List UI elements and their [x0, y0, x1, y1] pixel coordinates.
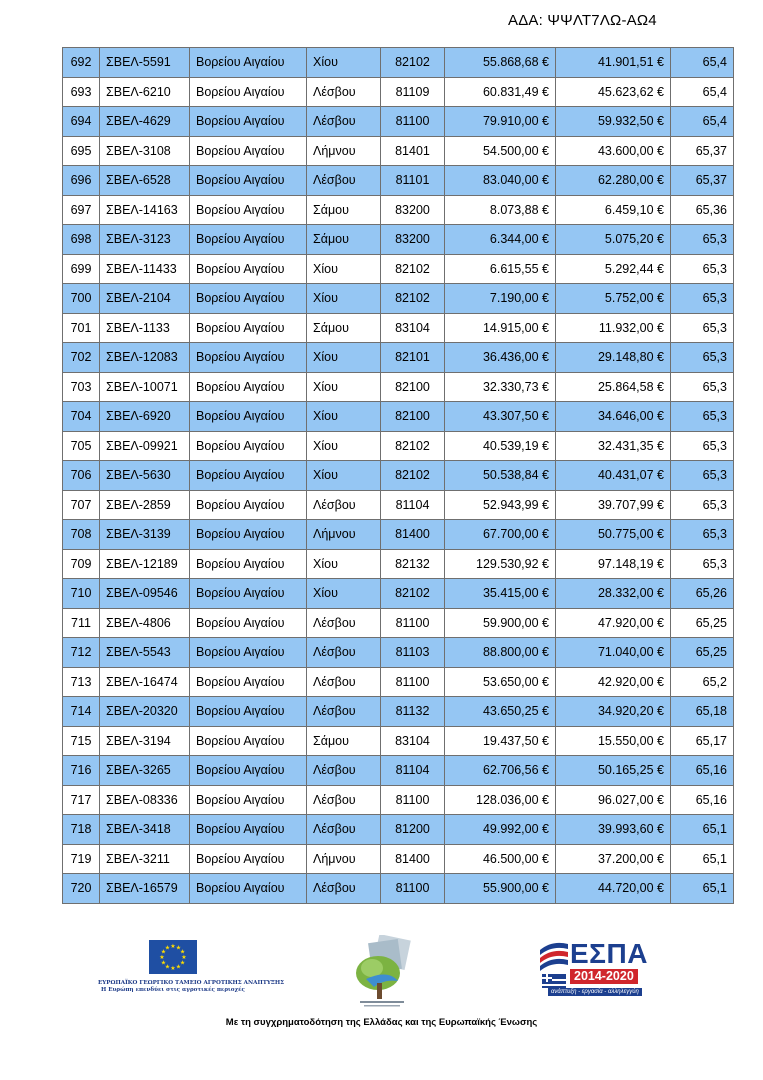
beneficiaries-table — [62, 47, 734, 904]
score-cell: 65,3 — [671, 520, 734, 550]
region-cell: Βορείου Αιγαίου — [190, 726, 307, 756]
application-code-cell: ΣΒΕΛ-3194 — [100, 726, 190, 756]
public-expenditure-cell: 96.027,00 € — [556, 785, 671, 815]
postal-code-cell: 81100 — [381, 608, 445, 638]
eu-star-icon: ★ — [181, 955, 187, 961]
public-expenditure-cell: 44.720,00 € — [556, 874, 671, 904]
row-number-cell: 718 — [63, 815, 100, 845]
score-cell: 65,3 — [671, 254, 734, 284]
budget-amount-cell: 6.344,00 € — [445, 225, 556, 255]
budget-amount-cell: 40.539,19 € — [445, 431, 556, 461]
public-expenditure-cell: 29.148,80 € — [556, 343, 671, 373]
postal-code-cell: 81100 — [381, 785, 445, 815]
eu-star-icon: ★ — [175, 945, 182, 952]
application-code-cell: ΣΒΕΛ-20320 — [100, 697, 190, 727]
public-expenditure-cell: 40.431,07 € — [556, 461, 671, 491]
regional-unit-cell: Λέσβου — [307, 77, 381, 107]
score-cell: 65,4 — [671, 48, 734, 78]
budget-amount-cell: 62.706,56 € — [445, 756, 556, 786]
postal-code-cell: 81104 — [381, 490, 445, 520]
score-cell: 65,3 — [671, 461, 734, 491]
region-cell: Βορείου Αιγαίου — [190, 549, 307, 579]
public-expenditure-cell: 47.920,00 € — [556, 608, 671, 638]
application-code-cell: ΣΒΕΛ-3139 — [100, 520, 190, 550]
postal-code-cell: 82102 — [381, 579, 445, 609]
regional-unit-cell: Λέσβου — [307, 490, 381, 520]
regional-unit-cell: Λέσβου — [307, 874, 381, 904]
budget-amount-cell: 43.650,25 € — [445, 697, 556, 727]
public-expenditure-cell: 5.752,00 € — [556, 284, 671, 314]
score-cell: 65,3 — [671, 549, 734, 579]
table-body — [63, 48, 734, 904]
region-cell: Βορείου Αιγαίου — [190, 166, 307, 196]
application-code-cell: ΣΒΕΛ-11433 — [100, 254, 190, 284]
row-number-cell: 711 — [63, 608, 100, 638]
application-code-cell: ΣΒΕΛ-4629 — [100, 107, 190, 137]
row-number-cell: 707 — [63, 490, 100, 520]
eafrd-name: ΕΥΡΩΠΑΪΚΟ ΓΕΩΡΓΙΚΟ ΤΑΜΕΙΟ ΑΓΡΟΤΙΚΗΣ ΑΝΑΠΤΥΞΗΣ — [98, 980, 285, 986]
regional-unit-cell: Χίου — [307, 461, 381, 491]
eu-star-icon: ★ — [164, 964, 171, 971]
budget-amount-cell: 32.330,73 € — [445, 372, 556, 402]
region-cell: Βορείου Αιγαίου — [190, 638, 307, 668]
table-row — [63, 874, 734, 904]
budget-amount-cell: 43.307,50 € — [445, 402, 556, 432]
public-expenditure-cell: 6.459,10 € — [556, 195, 671, 225]
application-code-cell: ΣΒΕΛ-09921 — [100, 431, 190, 461]
regional-unit-cell: Λέσβου — [307, 756, 381, 786]
row-number-cell: 695 — [63, 136, 100, 166]
budget-amount-cell: 46.500,00 € — [445, 844, 556, 874]
score-cell: 65,37 — [671, 136, 734, 166]
regional-unit-cell: Χίου — [307, 402, 381, 432]
postal-code-cell: 82102 — [381, 431, 445, 461]
row-number-cell: 697 — [63, 195, 100, 225]
postal-code-cell: 81132 — [381, 697, 445, 727]
row-number-cell: 692 — [63, 48, 100, 78]
postal-code-cell: 81400 — [381, 844, 445, 874]
row-number-cell: 715 — [63, 726, 100, 756]
region-cell: Βορείου Αιγαίου — [190, 520, 307, 550]
table-row — [63, 48, 734, 78]
regional-unit-cell: Λέσβου — [307, 608, 381, 638]
row-number-cell: 704 — [63, 402, 100, 432]
region-cell: Βορείου Αιγαίου — [190, 608, 307, 638]
region-cell: Βορείου Αιγαίου — [190, 372, 307, 402]
budget-amount-cell: 83.040,00 € — [445, 166, 556, 196]
application-code-cell: ΣΒΕΛ-4806 — [100, 608, 190, 638]
region-cell: Βορείου Αιγαίου — [190, 579, 307, 609]
postal-code-cell: 81400 — [381, 520, 445, 550]
postal-code-cell: 83200 — [381, 195, 445, 225]
public-expenditure-cell: 50.775,00 € — [556, 520, 671, 550]
table-row — [63, 549, 734, 579]
application-code-cell: ΣΒΕΛ-5630 — [100, 461, 190, 491]
table-row — [63, 756, 734, 786]
region-cell: Βορείου Αιγαίου — [190, 431, 307, 461]
row-number-cell: 717 — [63, 785, 100, 815]
budget-amount-cell: 8.073,88 € — [445, 195, 556, 225]
public-expenditure-cell: 34.920,20 € — [556, 697, 671, 727]
row-number-cell: 694 — [63, 107, 100, 137]
postal-code-cell: 81200 — [381, 815, 445, 845]
table-row — [63, 107, 734, 137]
budget-amount-cell: 60.831,49 € — [445, 77, 556, 107]
application-code-cell: ΣΒΕΛ-09546 — [100, 579, 190, 609]
eu-star-icon: ★ — [170, 966, 176, 972]
application-code-cell: ΣΒΕΛ-6210 — [100, 77, 190, 107]
public-expenditure-cell: 15.550,00 € — [556, 726, 671, 756]
greek-flag-icon — [538, 940, 570, 990]
eu-star-icon: ★ — [160, 949, 167, 956]
row-number-cell: 710 — [63, 579, 100, 609]
regional-unit-cell: Χίου — [307, 48, 381, 78]
row-number-cell: 706 — [63, 461, 100, 491]
public-expenditure-cell: 32.431,35 € — [556, 431, 671, 461]
score-cell: 65,1 — [671, 874, 734, 904]
budget-amount-cell: 55.900,00 € — [445, 874, 556, 904]
regional-unit-cell: Χίου — [307, 284, 381, 314]
postal-code-cell: 82102 — [381, 48, 445, 78]
table-row — [63, 77, 734, 107]
postal-code-cell: 82101 — [381, 343, 445, 373]
regional-unit-cell: Λέσβου — [307, 638, 381, 668]
application-code-cell: ΣΒΕΛ-16579 — [100, 874, 190, 904]
table-row — [63, 313, 734, 343]
score-cell: 65,4 — [671, 77, 734, 107]
public-expenditure-cell: 42.920,00 € — [556, 667, 671, 697]
regional-unit-cell: Σάμου — [307, 313, 381, 343]
espa-tagline: ανάπτυξη - εργασία - αλληλεγγύη — [548, 988, 642, 996]
table-row — [63, 697, 734, 727]
regional-unit-cell: Λήμνου — [307, 136, 381, 166]
application-code-cell: ΣΒΕΛ-16474 — [100, 667, 190, 697]
region-cell: Βορείου Αιγαίου — [190, 697, 307, 727]
regional-unit-cell: Χίου — [307, 254, 381, 284]
postal-code-cell: 81104 — [381, 756, 445, 786]
region-cell: Βορείου Αιγαίου — [190, 756, 307, 786]
region-cell: Βορείου Αιγαίου — [190, 136, 307, 166]
score-cell: 65,18 — [671, 697, 734, 727]
application-code-cell: ΣΒΕΛ-6528 — [100, 166, 190, 196]
region-cell: Βορείου Αιγαίου — [190, 48, 307, 78]
budget-amount-cell: 128.036,00 € — [445, 785, 556, 815]
public-expenditure-cell: 59.932,50 € — [556, 107, 671, 137]
table-row — [63, 254, 734, 284]
region-cell: Βορείου Αιγαίου — [190, 844, 307, 874]
postal-code-cell: 81100 — [381, 874, 445, 904]
region-cell: Βορείου Αιγαίου — [190, 667, 307, 697]
eu-star-icon: ★ — [179, 949, 186, 956]
eu-star-icon: ★ — [159, 955, 165, 961]
region-cell: Βορείου Αιγαίου — [190, 785, 307, 815]
budget-amount-cell: 7.190,00 € — [445, 284, 556, 314]
public-expenditure-cell: 62.280,00 € — [556, 166, 671, 196]
regional-unit-cell: Χίου — [307, 549, 381, 579]
region-cell: Βορείου Αιγαίου — [190, 815, 307, 845]
row-number-cell: 702 — [63, 343, 100, 373]
table-row — [63, 431, 734, 461]
table-row — [63, 195, 734, 225]
score-cell: 65,3 — [671, 284, 734, 314]
score-cell: 65,36 — [671, 195, 734, 225]
regional-unit-cell: Λήμνου — [307, 844, 381, 874]
score-cell: 65,25 — [671, 608, 734, 638]
row-number-cell: 693 — [63, 77, 100, 107]
score-cell: 65,3 — [671, 490, 734, 520]
table-row — [63, 490, 734, 520]
application-code-cell: ΣΒΕΛ-3108 — [100, 136, 190, 166]
budget-amount-cell: 55.868,68 € — [445, 48, 556, 78]
public-expenditure-cell: 11.932,00 € — [556, 313, 671, 343]
application-code-cell: ΣΒΕΛ-10071 — [100, 372, 190, 402]
eafrd-slogan: Η Ευρώπη επενδύει στις αγροτικές περιοχές — [101, 987, 245, 993]
score-cell: 65,2 — [671, 667, 734, 697]
score-cell: 65,16 — [671, 756, 734, 786]
application-code-cell: ΣΒΕΛ-12189 — [100, 549, 190, 579]
table-row — [63, 638, 734, 668]
score-cell: 65,3 — [671, 225, 734, 255]
application-code-cell: ΣΒΕΛ-08336 — [100, 785, 190, 815]
public-expenditure-cell: 25.864,58 € — [556, 372, 671, 402]
postal-code-cell: 83200 — [381, 225, 445, 255]
regional-unit-cell: Λέσβου — [307, 785, 381, 815]
budget-amount-cell: 49.992,00 € — [445, 815, 556, 845]
regional-unit-cell: Σάμου — [307, 726, 381, 756]
region-cell: Βορείου Αιγαίου — [190, 490, 307, 520]
public-expenditure-cell: 50.165,25 € — [556, 756, 671, 786]
budget-amount-cell: 54.500,00 € — [445, 136, 556, 166]
rdp-tree-icon — [348, 935, 418, 1015]
budget-amount-cell: 50.538,84 € — [445, 461, 556, 491]
espa-period: 2014-2020 — [570, 969, 638, 984]
budget-amount-cell: 59.900,00 € — [445, 608, 556, 638]
row-number-cell: 716 — [63, 756, 100, 786]
row-number-cell: 709 — [63, 549, 100, 579]
table-row — [63, 844, 734, 874]
budget-amount-cell: 88.800,00 € — [445, 638, 556, 668]
regional-unit-cell: Λέσβου — [307, 815, 381, 845]
row-number-cell: 696 — [63, 166, 100, 196]
application-code-cell: ΣΒΕΛ-3211 — [100, 844, 190, 874]
table-row — [63, 608, 734, 638]
regional-unit-cell: Χίου — [307, 343, 381, 373]
postal-code-cell: 82132 — [381, 549, 445, 579]
budget-amount-cell: 52.943,99 € — [445, 490, 556, 520]
cofinancing-footer: Με τη συγχρηματοδότηση της Ελλάδας και της Ευρωπαϊκής Ένωσης — [225, 1017, 538, 1028]
public-expenditure-cell: 97.148,19 € — [556, 549, 671, 579]
public-expenditure-cell: 39.993,60 € — [556, 815, 671, 845]
region-cell: Βορείου Αιγαίου — [190, 195, 307, 225]
public-expenditure-cell: 71.040,00 € — [556, 638, 671, 668]
table-row — [63, 343, 734, 373]
table-row — [63, 579, 734, 609]
table-row — [63, 136, 734, 166]
eu-star-icon: ★ — [170, 944, 176, 950]
postal-code-cell: 83104 — [381, 313, 445, 343]
application-code-cell: ΣΒΕΛ-3418 — [100, 815, 190, 845]
regional-unit-cell: Λέσβου — [307, 697, 381, 727]
budget-amount-cell: 79.910,00 € — [445, 107, 556, 137]
application-code-cell: ΣΒΕΛ-5591 — [100, 48, 190, 78]
score-cell: 65,3 — [671, 343, 734, 373]
eu-flag-icon — [149, 940, 197, 974]
score-cell: 65,1 — [671, 815, 734, 845]
application-code-cell: ΣΒΕΛ-14163 — [100, 195, 190, 225]
public-expenditure-cell: 39.707,99 € — [556, 490, 671, 520]
application-code-cell: ΣΒΕΛ-3123 — [100, 225, 190, 255]
score-cell: 65,3 — [671, 372, 734, 402]
score-cell: 65,26 — [671, 579, 734, 609]
region-cell: Βορείου Αιγαίου — [190, 343, 307, 373]
row-number-cell: 714 — [63, 697, 100, 727]
region-cell: Βορείου Αιγαίου — [190, 874, 307, 904]
region-cell: Βορείου Αιγαίου — [190, 461, 307, 491]
score-cell: 65,1 — [671, 844, 734, 874]
score-cell: 65,3 — [671, 402, 734, 432]
region-cell: Βορείου Αιγαίου — [190, 313, 307, 343]
postal-code-cell: 82102 — [381, 284, 445, 314]
postal-code-cell: 81100 — [381, 667, 445, 697]
region-cell: Βορείου Αιγαίου — [190, 77, 307, 107]
budget-amount-cell: 129.530,92 € — [445, 549, 556, 579]
table-row — [63, 667, 734, 697]
budget-amount-cell: 53.650,00 € — [445, 667, 556, 697]
score-cell: 65,16 — [671, 785, 734, 815]
table-row — [63, 402, 734, 432]
rural-development-programme-logo — [348, 935, 418, 1015]
public-expenditure-cell: 34.646,00 € — [556, 402, 671, 432]
espa-wordmark: ΕΣΠΑ — [570, 938, 648, 969]
postal-code-cell: 82100 — [381, 402, 445, 432]
row-number-cell: 701 — [63, 313, 100, 343]
public-expenditure-cell: 37.200,00 € — [556, 844, 671, 874]
public-expenditure-cell: 5.075,20 € — [556, 225, 671, 255]
postal-code-cell: 81109 — [381, 77, 445, 107]
row-number-cell: 719 — [63, 844, 100, 874]
score-cell: 65,25 — [671, 638, 734, 668]
table-row — [63, 520, 734, 550]
row-number-cell: 705 — [63, 431, 100, 461]
row-number-cell: 720 — [63, 874, 100, 904]
table-row — [63, 372, 734, 402]
eu-star-icon: ★ — [164, 945, 171, 952]
region-cell: Βορείου Αιγαίου — [190, 284, 307, 314]
row-number-cell: 708 — [63, 520, 100, 550]
regional-unit-cell: Λέσβου — [307, 667, 381, 697]
table-row — [63, 225, 734, 255]
postal-code-cell: 82102 — [381, 254, 445, 284]
postal-code-cell: 81101 — [381, 166, 445, 196]
postal-code-cell: 81401 — [381, 136, 445, 166]
score-cell: 65,3 — [671, 431, 734, 461]
row-number-cell: 698 — [63, 225, 100, 255]
budget-amount-cell: 67.700,00 € — [445, 520, 556, 550]
budget-amount-cell: 14.915,00 € — [445, 313, 556, 343]
regional-unit-cell: Λέσβου — [307, 166, 381, 196]
postal-code-cell: 82100 — [381, 372, 445, 402]
table-row — [63, 461, 734, 491]
row-number-cell: 700 — [63, 284, 100, 314]
application-code-cell: ΣΒΕΛ-12083 — [100, 343, 190, 373]
budget-amount-cell: 6.615,55 € — [445, 254, 556, 284]
score-cell: 65,4 — [671, 107, 734, 137]
public-expenditure-cell: 5.292,44 € — [556, 254, 671, 284]
postal-code-cell: 81103 — [381, 638, 445, 668]
regional-unit-cell: Χίου — [307, 372, 381, 402]
public-expenditure-cell: 28.332,00 € — [556, 579, 671, 609]
postal-code-cell: 82102 — [381, 461, 445, 491]
score-cell: 65,3 — [671, 313, 734, 343]
table-row — [63, 785, 734, 815]
regional-unit-cell: Σάμου — [307, 225, 381, 255]
row-number-cell: 712 — [63, 638, 100, 668]
budget-amount-cell: 35.415,00 € — [445, 579, 556, 609]
region-cell: Βορείου Αιγαίου — [190, 107, 307, 137]
public-expenditure-cell: 41.901,51 € — [556, 48, 671, 78]
eu-star-icon: ★ — [160, 960, 167, 967]
table-row — [63, 815, 734, 845]
public-expenditure-cell: 43.600,00 € — [556, 136, 671, 166]
eu-star-icon: ★ — [179, 960, 186, 967]
application-code-cell: ΣΒΕΛ-2104 — [100, 284, 190, 314]
score-cell: 65,37 — [671, 166, 734, 196]
public-expenditure-cell: 45.623,62 € — [556, 77, 671, 107]
postal-code-cell: 81100 — [381, 107, 445, 137]
region-cell: Βορείου Αιγαίου — [190, 402, 307, 432]
application-code-cell: ΣΒΕΛ-3265 — [100, 756, 190, 786]
application-code-cell: ΣΒΕΛ-6920 — [100, 402, 190, 432]
regional-unit-cell: Λήμνου — [307, 520, 381, 550]
application-code-cell: ΣΒΕΛ-5543 — [100, 638, 190, 668]
ada-document-id: ΑΔΑ: ΨΨΛΤ7ΛΩ-ΑΩ4 — [508, 12, 657, 29]
funding-logos — [0, 935, 763, 1055]
table-row — [63, 726, 734, 756]
score-cell: 65,17 — [671, 726, 734, 756]
row-number-cell: 713 — [63, 667, 100, 697]
table-row — [63, 166, 734, 196]
regional-unit-cell: Σάμου — [307, 195, 381, 225]
budget-amount-cell: 36.436,00 € — [445, 343, 556, 373]
table-row — [63, 284, 734, 314]
eu-star-icon: ★ — [175, 964, 182, 971]
row-number-cell: 699 — [63, 254, 100, 284]
region-cell: Βορείου Αιγαίου — [190, 225, 307, 255]
budget-amount-cell: 19.437,50 € — [445, 726, 556, 756]
application-code-cell: ΣΒΕΛ-1133 — [100, 313, 190, 343]
region-cell: Βορείου Αιγαίου — [190, 254, 307, 284]
regional-unit-cell: Χίου — [307, 431, 381, 461]
application-code-cell: ΣΒΕΛ-2859 — [100, 490, 190, 520]
regional-unit-cell: Χίου — [307, 579, 381, 609]
eafrd-logo — [98, 935, 285, 994]
row-number-cell: 703 — [63, 372, 100, 402]
postal-code-cell: 83104 — [381, 726, 445, 756]
regional-unit-cell: Λέσβου — [307, 107, 381, 137]
